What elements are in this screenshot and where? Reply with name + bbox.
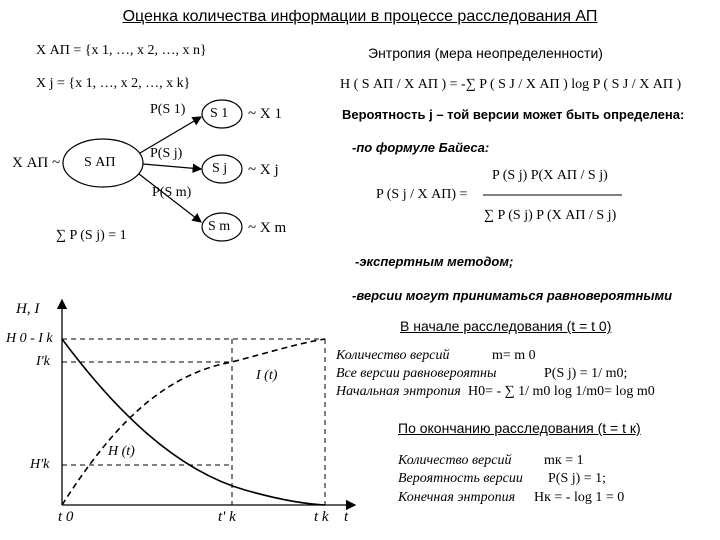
set-x-j: X j = {x 1, …, x 2, …, x k} xyxy=(36,76,191,91)
page-title: Оценка количества информации в процессе расследования АП xyxy=(122,8,598,25)
bayes-label: -по формуле Байеса: xyxy=(352,140,490,155)
tree-xm: ~ X m xyxy=(248,220,287,236)
graph-i-curve-label: I (t) xyxy=(256,368,278,383)
expert-method-label: -экспертным методом; xyxy=(355,254,514,269)
arrow-to-sj xyxy=(143,164,201,169)
graph-t0-label: t 0 xyxy=(58,509,74,525)
i-curve xyxy=(62,339,325,505)
tree-sm: S m xyxy=(208,219,231,234)
set-x-ap: X АП = {x 1, …, x 2, …, x n} xyxy=(36,43,207,58)
end-heading: По окончанию расследования (t = t к) xyxy=(398,420,641,436)
h-curve xyxy=(62,339,325,505)
end-entropy-value: Hк = - log 1 = 0 xyxy=(534,490,625,505)
graph-y-label: H, I xyxy=(16,301,40,317)
entropy-heading: Энтропия (мера неопределенности) xyxy=(368,45,603,61)
bayes-lhs: P (S j / X АП) = xyxy=(376,187,468,202)
tree-x1: ~ X 1 xyxy=(248,106,282,122)
bayes-denominator: ∑ P (S j) P (X АП / S j) xyxy=(484,208,617,223)
graph-tk-label: t k xyxy=(314,509,329,525)
tree-pj: P(S j) xyxy=(150,146,183,161)
graph-h-curve-label: H (t) xyxy=(108,444,135,459)
graph-h0-label: H 0 - I k xyxy=(6,331,53,346)
start-entropy-value: H0= - ∑ 1/ m0 log 1/m0= log m0 xyxy=(468,384,655,399)
tree-xj: ~ X j xyxy=(248,162,279,178)
probability-heading: Вероятность j – той версии может быть определена: xyxy=(342,107,685,122)
end-entropy-label: Конечная энтропия xyxy=(398,490,516,505)
entropy-formula: H ( S АП / X АП ) = -∑ P ( S J / X АП ) log P ( S J / X АП ) xyxy=(340,77,682,92)
tree-sj: S j xyxy=(212,161,228,176)
graph-t-label: t xyxy=(344,509,349,525)
graph-tk-prime-label: t' k xyxy=(218,509,236,525)
start-count-label: Количество версий xyxy=(336,348,450,363)
end-probability-label: Вероятность версии xyxy=(398,471,523,486)
start-equal-label: Все версии равновероятны xyxy=(336,366,497,381)
start-entropy-label: Начальная энтропия xyxy=(336,384,461,399)
tree-pm: P(S m) xyxy=(152,185,192,200)
tree-root-x: X АП ~ xyxy=(12,155,61,171)
end-probability-value: P(S j) = 1; xyxy=(548,471,607,486)
tree-sum: ∑ P (S j) = 1 xyxy=(56,228,127,243)
graph-ik-label: I'k xyxy=(36,354,50,369)
end-count-value: mк = 1 xyxy=(544,453,584,468)
bayes-numerator: P (S j) P(X АП / S j) xyxy=(492,168,608,183)
equal-probability-label: -версии могут приниматься равновероятными xyxy=(352,288,673,303)
graph-hk-label: H'k xyxy=(30,457,50,472)
start-count-value: m= m 0 xyxy=(492,348,536,363)
start-heading: В начале расследования (t = t 0) xyxy=(400,318,612,334)
tree-root-s: S АП xyxy=(84,155,116,170)
tree-p1: P(S 1) xyxy=(150,102,186,117)
start-equal-value: P(S j) = 1/ m0; xyxy=(544,366,628,381)
end-count-label: Количество версий xyxy=(398,453,512,468)
tree-s1: S 1 xyxy=(210,106,229,121)
